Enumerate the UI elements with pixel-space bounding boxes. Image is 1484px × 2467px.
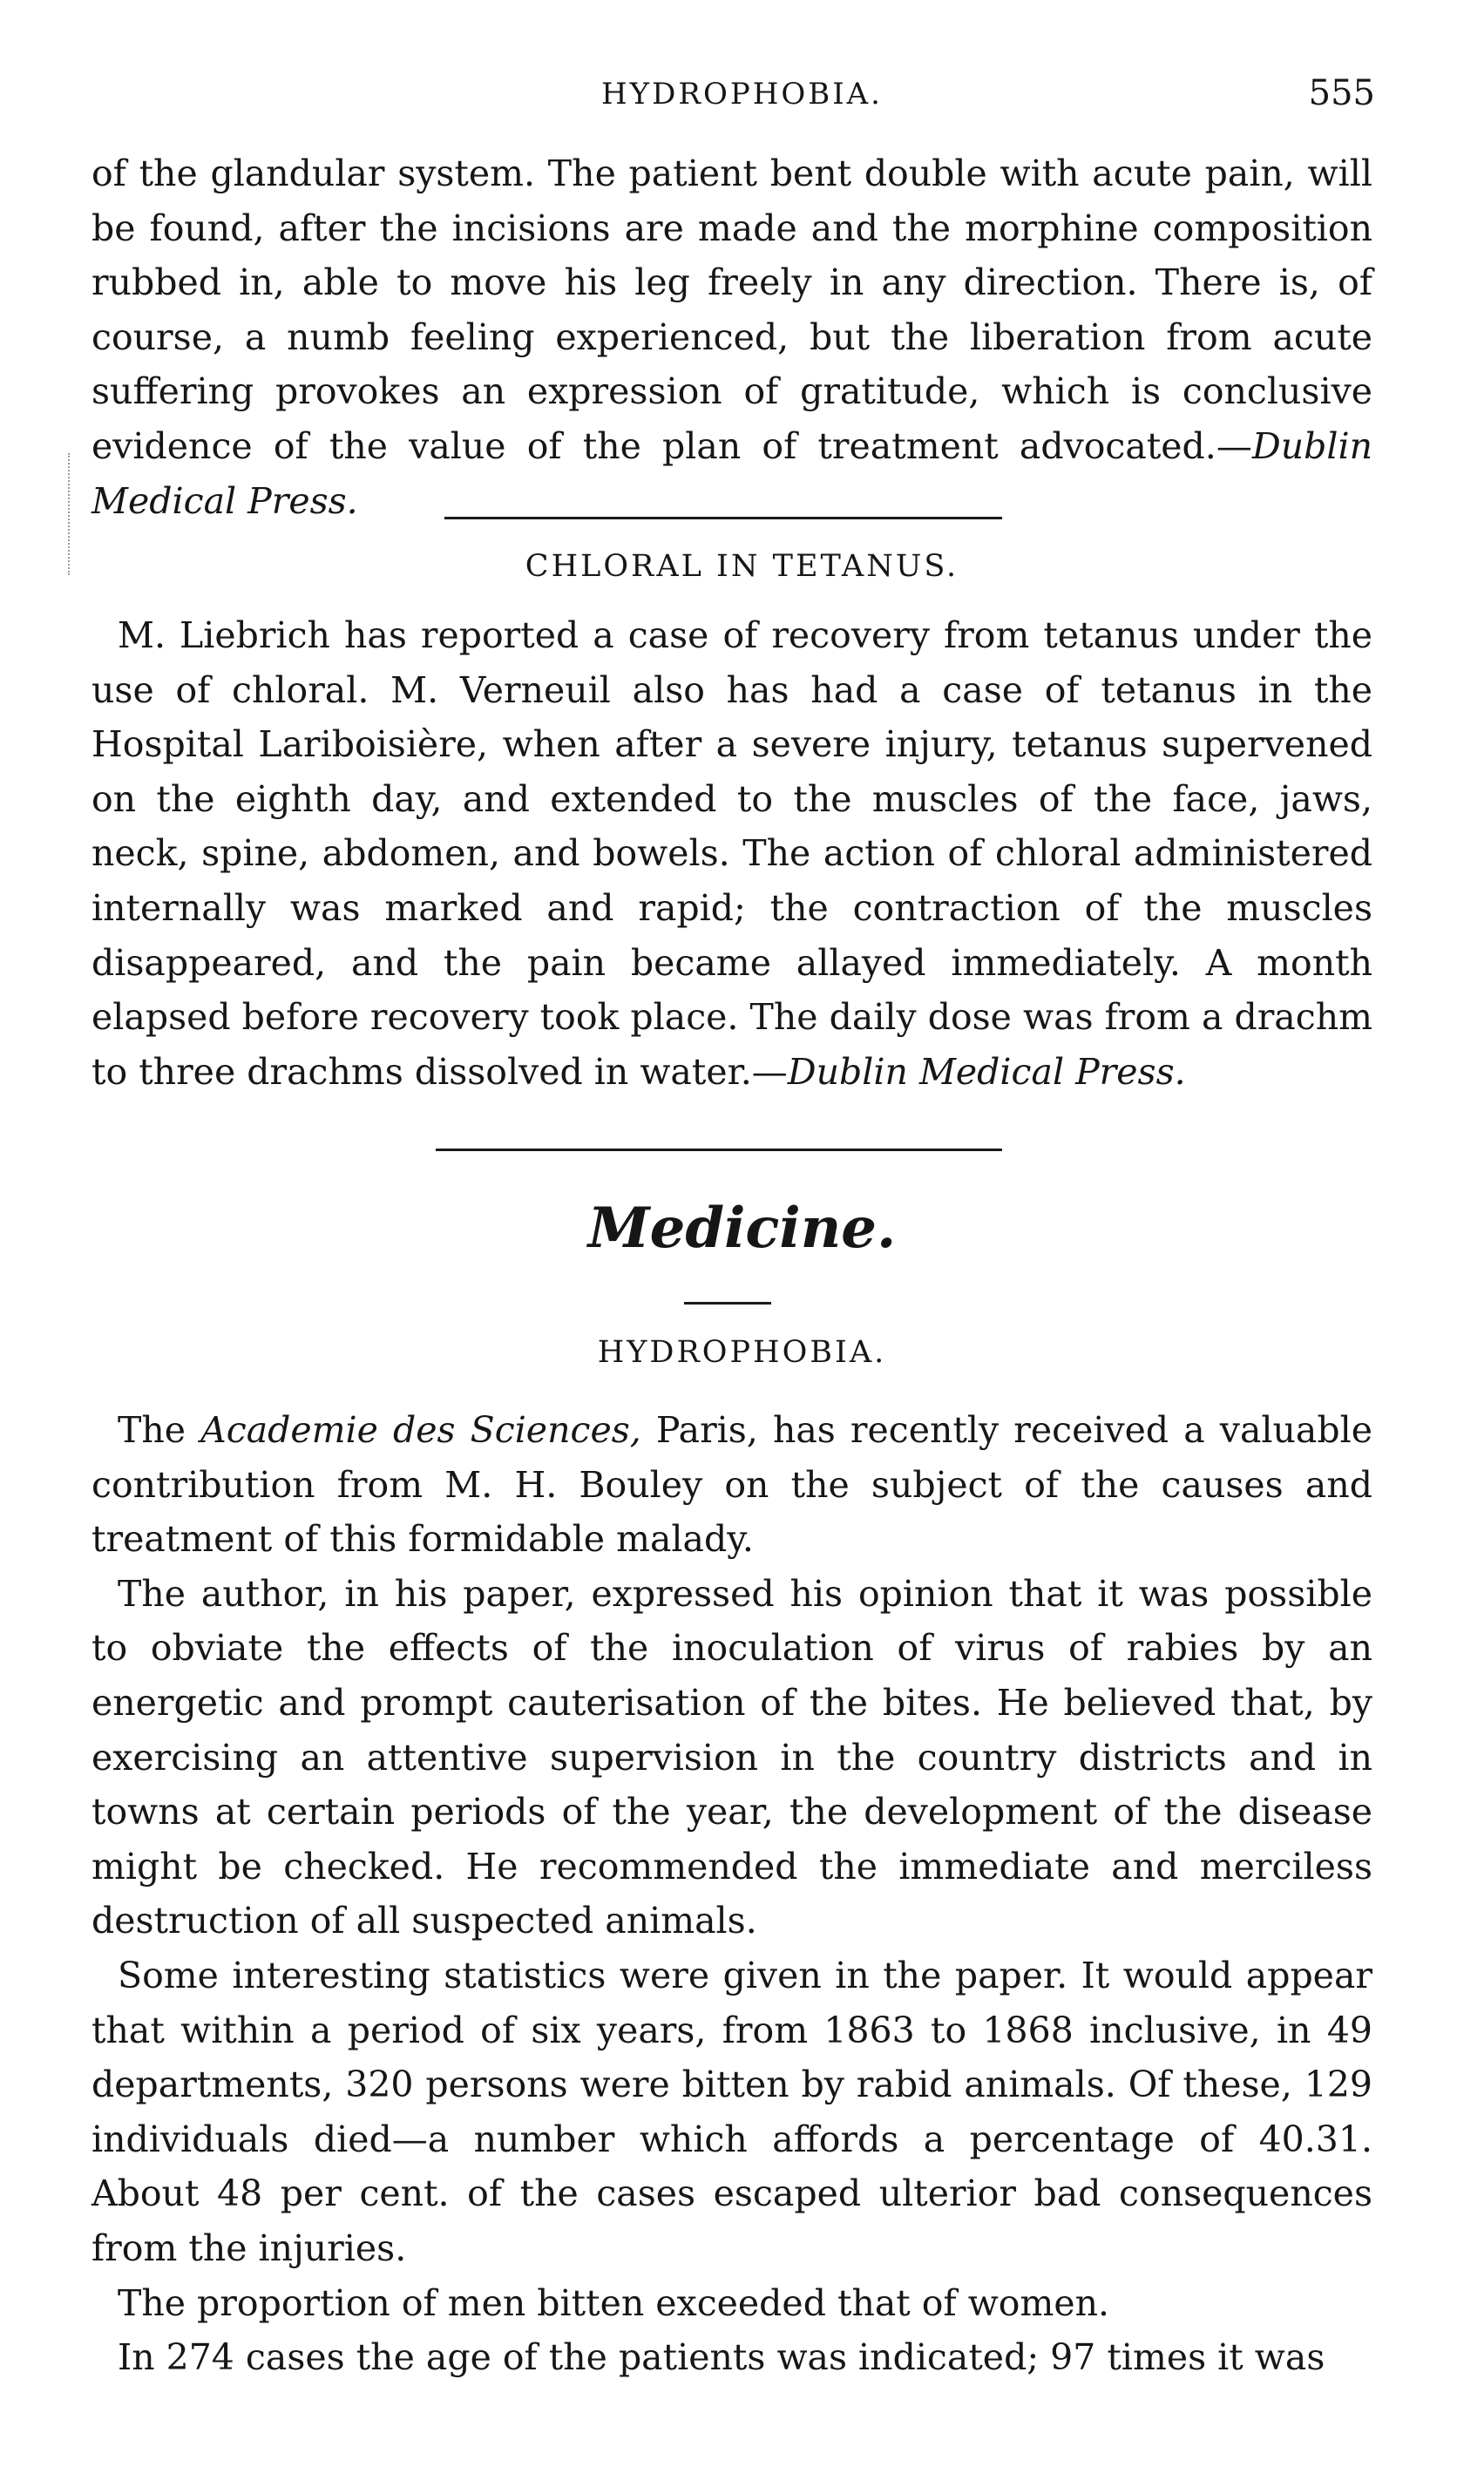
hydrophobia-block	[91, 1403, 1372, 2385]
running-head	[0, 73, 1484, 120]
hydrophobia-paragraph-1	[91, 1403, 1372, 1567]
chloral-text: M. Liebrich has reported a case of recovery from tetanus under the use of chloral. M. Verneuil also has had a case of tetanus in the Hospital Lariboisière, when after a severe injury, tetanus supervened on the eighth day, and extended to the muscles of the face, jaws, neck, spine, abdomen, and bowels. The action of chloral administered internally was marked and rapid; the contraction of the muscles disappeared, and the pain became allayed immediately. A month elapsed before recovery took place. The daily dose was from a drachm to three drachms dissolved in water.—	[91, 614, 1372, 1093]
divider-rule-short	[684, 1302, 771, 1305]
chloral-paragraph	[91, 608, 1372, 1099]
hydrophobia-paragraph-4: The proportion of men bitten exceeded that of women.	[118, 2281, 1110, 2324]
intro-paragraph	[91, 146, 1372, 528]
p1-start: The	[118, 1409, 201, 1451]
page-number: 555	[1308, 73, 1375, 113]
p1-rest: Paris, has recently received a valuable contribution from M. H. Bouley on the subject of the causes and treatment of this formidable malady.	[91, 1409, 1372, 1561]
hydrophobia-paragraph-2: The author, in his paper, expressed his opinion that it was possible to obviate the effects of the inoculation of virus of rabies by an energetic and prompt cauterisation of the bites. He believed that, by exercising an attentive supervision in the country districts and in towns at certain periods of the year, the development of the disease might be checked. He recommended the immediate and merciless destruction of all suspected animals.	[91, 1572, 1372, 1942]
p1-academy: Academie des Sciences,	[200, 1409, 641, 1451]
hydrophobia-heading: HYDROPHOBIA.	[597, 1335, 887, 1370]
intro-block	[91, 146, 1372, 528]
section-title: Medicine.	[587, 1196, 897, 1261]
chloral-source: Dublin Medical Press.	[787, 1050, 1186, 1093]
intro-text: of the glandular system. The patient bent double with acute pain, will be found, after the incisions are made and the morphine composition rubbed in, able to move his leg freely in any direction. There is, of course, a numb feeling experienced, but the liberation from acute suffering provokes an expression of gratitude, which is conclusive evidence of the value of the plan of treatment advocated.—	[91, 152, 1372, 467]
chloral-heading: CHLORAL IN TETANUS.	[525, 549, 959, 584]
hydrophobia-paragraph-3: Some interesting statistics were given in the paper. It would appear that within a period of six years, from 1863 to 1868 inclusive, in 49 departments, 320 persons were bitten by rabid animals. Of these, 129 individuals died—a number which affords a percentage of 40.31. About 48 per cent. of the cases escaped ulterior bad consequences from the injuries.	[91, 1954, 1372, 2269]
running-title: HYDROPHOBIA.	[600, 77, 883, 112]
hydrophobia-paragraph-5: In 274 cases the age of the patients was indicated; 97 times it was	[118, 2336, 1325, 2379]
chloral-block	[91, 608, 1372, 1099]
divider-rule-2	[436, 1149, 1002, 1151]
divider-rule-1	[444, 517, 1002, 519]
intro-source: Dublin Medical Press.	[91, 424, 1372, 522]
